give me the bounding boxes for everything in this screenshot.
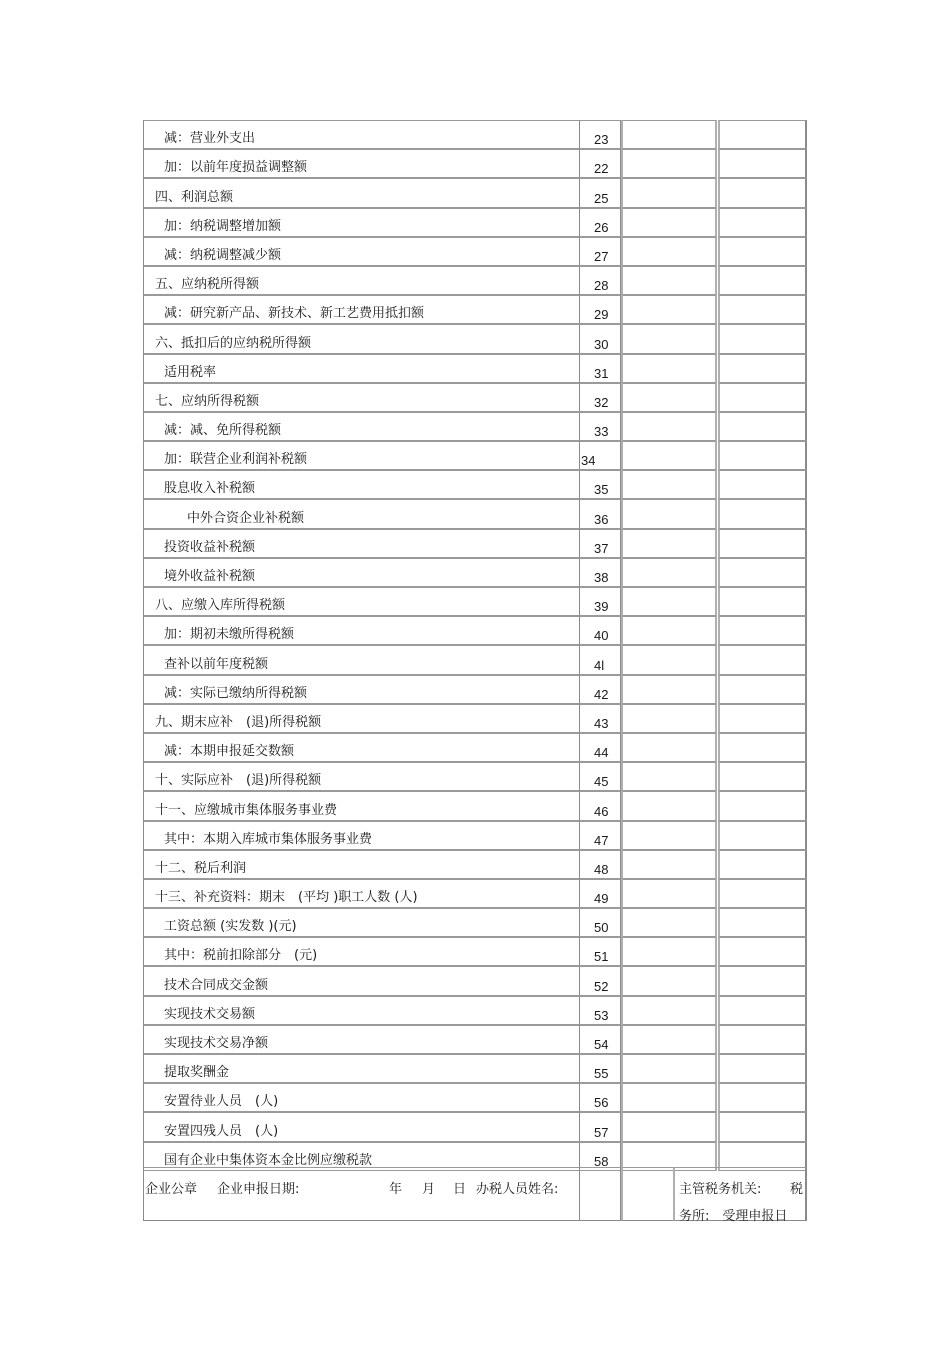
row-label-cell (143, 908, 580, 937)
row-label: 十三、补充资料：期末 (平均 )职工人数 (人) (155, 890, 418, 906)
row-label-cell (143, 616, 580, 645)
row-label-cell (143, 149, 580, 178)
year-label: 年 (389, 1182, 403, 1197)
footer-declaration-cell (143, 1167, 580, 1221)
amount-cell[interactable] (621, 412, 717, 441)
table-row (143, 850, 807, 879)
row-label-cell (143, 645, 580, 674)
table-row (143, 791, 807, 820)
row-label: 加：以前年度损益调整额 (164, 160, 308, 176)
row-number-cell (580, 733, 621, 762)
row-number: 32 (594, 394, 609, 410)
row-label-cell (143, 1112, 580, 1141)
row-label-cell (143, 1025, 580, 1054)
row-number-cell (580, 149, 621, 178)
table-row (143, 616, 807, 645)
amount-cell[interactable] (621, 354, 717, 383)
row-number: 29 (594, 307, 609, 323)
row-number: 38 (594, 570, 609, 585)
row-number-cell (580, 499, 621, 528)
row-label: 减：实际已缴纳所得税额 (164, 685, 308, 701)
row-label-cell (143, 266, 580, 295)
amount-cell[interactable] (621, 908, 717, 937)
table-row (143, 324, 807, 353)
table-row (143, 1054, 807, 1083)
row-number: 30 (594, 336, 609, 352)
table-row (143, 558, 807, 587)
row-label: 国有企业中集体资本金比例应缴税款 (164, 1152, 373, 1168)
row-number: 4l (594, 657, 605, 673)
row-label: 十、实际应补 (退)所得税额 (155, 773, 322, 789)
amount-cell[interactable] (621, 879, 717, 908)
table-row (143, 120, 807, 149)
row-number-cell (580, 529, 621, 558)
amount-cell[interactable] (718, 587, 807, 616)
row-label-cell (143, 879, 580, 908)
row-label: 减：本期申报延交数额 (164, 744, 295, 760)
amount-cell[interactable] (621, 937, 717, 966)
row-label-cell (143, 791, 580, 820)
tax-handler-label: 办税人员姓名: (476, 1182, 559, 1197)
row-number: 35 (594, 482, 609, 498)
row-number: 39 (594, 599, 609, 615)
tax-authority-cell (675, 1167, 807, 1224)
amount-cell[interactable] (718, 850, 807, 879)
row-number-cell (580, 645, 621, 674)
table-row (143, 208, 807, 237)
row-label: 查补以前年度税额 (164, 656, 269, 672)
amount-cell[interactable] (718, 1112, 807, 1141)
amount-cell[interactable] (718, 441, 807, 470)
row-label-cell (143, 1083, 580, 1112)
row-number: 53 (594, 1007, 609, 1023)
amount-cell[interactable] (718, 704, 807, 733)
row-number-cell (580, 821, 621, 850)
amount-cell[interactable] (718, 529, 807, 558)
row-number-cell (580, 879, 621, 908)
amount-cell[interactable] (718, 324, 807, 353)
amount-cell[interactable] (718, 645, 807, 674)
day-label: 日 (453, 1182, 467, 1197)
table-row (143, 383, 807, 412)
row-number: 23 (594, 132, 609, 148)
row-label: 四、利润总额 (155, 189, 234, 205)
amount-cell[interactable] (621, 821, 717, 850)
row-label-cell (143, 324, 580, 353)
amount-cell[interactable] (718, 295, 807, 324)
amount-cell[interactable] (718, 558, 807, 587)
table-row (143, 587, 807, 616)
row-label: 提取奖酬金 (164, 1065, 230, 1081)
amount-cell[interactable] (621, 499, 717, 528)
amount-cell[interactable] (718, 1054, 807, 1083)
amount-cell[interactable] (621, 1054, 717, 1083)
table-row (143, 1025, 807, 1054)
table-row (143, 237, 807, 266)
amount-cell[interactable] (718, 762, 807, 791)
row-label: 减：营业外支出 (164, 131, 256, 147)
amount-cell[interactable] (718, 616, 807, 645)
table-row (143, 266, 807, 295)
row-label-cell (143, 1054, 580, 1083)
row-label: 十二、税后利润 (155, 860, 247, 876)
amount-cell[interactable] (621, 208, 717, 237)
amount-cell[interactable] (718, 412, 807, 441)
table-row (143, 908, 807, 937)
row-label: 投资收益补税额 (164, 539, 256, 555)
row-label: 境外收益补税额 (164, 569, 256, 584)
table-row (143, 704, 807, 733)
amount-cell[interactable] (621, 178, 717, 207)
row-number: 52 (594, 978, 609, 994)
row-label-cell (143, 295, 580, 324)
amount-cell[interactable] (621, 850, 717, 879)
table-row (143, 1112, 807, 1141)
amount-cell[interactable] (718, 499, 807, 528)
row-number: 46 (594, 803, 609, 819)
amount-cell[interactable] (621, 996, 717, 1025)
row-number: 33 (594, 424, 609, 440)
table-row (143, 966, 807, 995)
row-number-cell (580, 1054, 621, 1083)
row-number: 47 (594, 832, 609, 848)
row-label: 实现技术交易额 (164, 1006, 256, 1022)
row-label: 安置待业人员 (人) (164, 1094, 279, 1110)
row-number-cell (580, 587, 621, 616)
table-row (143, 733, 807, 762)
row-number: 56 (594, 1095, 609, 1111)
amount-cell[interactable] (621, 120, 717, 149)
table-row (143, 996, 807, 1025)
row-label-cell (143, 850, 580, 879)
row-number: 34 (581, 453, 596, 469)
amount-cell[interactable] (718, 470, 807, 499)
row-number: 26 (594, 219, 609, 235)
row-number-cell (580, 675, 621, 704)
row-label: 安置四残人员 (人) (164, 1123, 279, 1139)
row-label: 技术合同成交金额 (164, 977, 269, 993)
amount-cell[interactable] (718, 120, 807, 149)
row-number: 51 (594, 949, 609, 965)
amount-cell[interactable] (718, 908, 807, 937)
row-number: 31 (594, 365, 609, 381)
table-row (143, 937, 807, 966)
row-number-cell (580, 1112, 621, 1141)
row-number-cell (580, 295, 621, 324)
row-label: 减：研究新产品、新技术、新工艺费用抵扣额 (164, 306, 425, 322)
row-label: 加：纳税调整增加额 (164, 218, 282, 234)
amount-cell[interactable] (621, 441, 717, 470)
row-label: 七、应纳所得税额 (155, 393, 260, 409)
footer-blank-cell (580, 1167, 621, 1221)
row-number-cell (580, 324, 621, 353)
signature-footer (143, 1167, 807, 1224)
row-label: 适用税率 (164, 364, 217, 380)
row-number-cell (580, 791, 621, 820)
table-row (143, 149, 807, 178)
row-number-cell (580, 120, 621, 149)
table-row (143, 441, 807, 470)
table-row (143, 178, 807, 207)
tax-office-receipt-label: 务所: 受理申报日 (679, 1209, 788, 1224)
row-label-cell (143, 412, 580, 441)
amount-cell[interactable] (621, 1112, 717, 1141)
amount-cell[interactable] (621, 529, 717, 558)
amount-cell[interactable] (718, 675, 807, 704)
footer-blank-cell (621, 1167, 675, 1221)
amount-cell[interactable] (621, 645, 717, 674)
amount-cell[interactable] (718, 937, 807, 966)
row-label: 加：期初未缴所得税额 (164, 627, 295, 643)
amount-cell[interactable] (718, 208, 807, 237)
row-label: 工资总额 (实发数 )(元) (164, 919, 297, 935)
row-number: 28 (594, 278, 609, 294)
amount-cell[interactable] (621, 966, 717, 995)
amount-cell[interactable] (621, 237, 717, 266)
row-number: 58 (594, 1153, 609, 1169)
row-label-cell (143, 120, 580, 149)
row-label-cell (143, 704, 580, 733)
row-number-cell (580, 1083, 621, 1112)
amount-cell[interactable] (718, 237, 807, 266)
row-number-cell (580, 908, 621, 937)
row-label-cell (143, 821, 580, 850)
row-label: 股息收入补税额 (164, 481, 256, 497)
row-number: 25 (594, 190, 609, 206)
month-label: 月 (422, 1182, 436, 1197)
amount-cell[interactable] (621, 616, 717, 645)
row-number-cell (580, 762, 621, 791)
table-row (143, 295, 807, 324)
row-label: 六、抵扣后的应纳税所得额 (155, 335, 312, 351)
row-number: 43 (594, 715, 609, 731)
row-number: 36 (594, 511, 609, 527)
amount-cell[interactable] (621, 266, 717, 295)
amount-cell[interactable] (621, 558, 717, 587)
row-label-cell (143, 558, 580, 587)
row-number-cell (580, 178, 621, 207)
amount-cell[interactable] (621, 324, 717, 353)
amount-cell[interactable] (718, 178, 807, 207)
row-label: 减：纳税调整减少额 (164, 247, 282, 263)
row-number-cell (580, 237, 621, 266)
row-label-cell (143, 354, 580, 383)
table-row (143, 499, 807, 528)
row-number: 50 (594, 920, 609, 936)
table-row (143, 354, 807, 383)
row-label: 减：减、免所得税额 (164, 423, 282, 439)
row-label-cell (143, 762, 580, 791)
tax-authority-tail: 税 (789, 1182, 803, 1197)
amount-cell[interactable] (718, 1025, 807, 1054)
amount-cell[interactable] (718, 966, 807, 995)
row-number: 22 (594, 161, 609, 177)
row-number-cell (580, 704, 621, 733)
table-row (143, 1083, 807, 1112)
row-number-cell (580, 470, 621, 499)
row-number: 54 (594, 1037, 609, 1052)
amount-cell[interactable] (621, 149, 717, 178)
row-number-cell (580, 266, 621, 295)
row-number-cell (580, 616, 621, 645)
row-label-cell (143, 996, 580, 1025)
row-label-cell (143, 470, 580, 499)
row-label-cell (143, 499, 580, 528)
amount-cell[interactable] (718, 266, 807, 295)
table-row (143, 529, 807, 558)
amount-cell[interactable] (621, 675, 717, 704)
row-label: 其中：税前扣除部分 (元) (164, 948, 318, 964)
row-number: 48 (594, 861, 609, 877)
amount-cell[interactable] (718, 383, 807, 412)
amount-cell[interactable] (621, 1025, 717, 1054)
row-number: 37 (594, 540, 609, 556)
row-label: 实现技术交易净额 (164, 1036, 269, 1051)
row-number: 45 (594, 774, 609, 790)
row-number-cell (580, 441, 621, 470)
row-label-cell (143, 208, 580, 237)
amount-cell[interactable] (718, 996, 807, 1025)
amount-cell[interactable] (621, 704, 717, 733)
table-row (143, 470, 807, 499)
table-row (143, 879, 807, 908)
row-number: 55 (594, 1066, 609, 1082)
row-number: 57 (594, 1124, 609, 1140)
row-label: 中外合资企业补税额 (187, 510, 305, 526)
table-row (143, 675, 807, 704)
row-number-cell (580, 208, 621, 237)
row-label-cell (143, 441, 580, 470)
amount-cell[interactable] (718, 879, 807, 908)
row-number-cell (580, 412, 621, 441)
row-label-cell (143, 237, 580, 266)
row-label-cell (143, 383, 580, 412)
row-label-cell (143, 178, 580, 207)
amount-cell[interactable] (621, 733, 717, 762)
amount-cell[interactable] (718, 149, 807, 178)
row-number: 49 (594, 891, 609, 907)
row-number: 42 (594, 686, 609, 702)
amount-cell[interactable] (718, 733, 807, 762)
amount-cell[interactable] (621, 791, 717, 820)
row-label-cell (143, 937, 580, 966)
table-row (143, 762, 807, 791)
amount-cell[interactable] (621, 587, 717, 616)
row-number-cell (580, 937, 621, 966)
table-row (143, 645, 807, 674)
row-number: 44 (594, 745, 609, 761)
row-number: 40 (594, 628, 609, 644)
row-label: 九、期末应补 (退)所得税额 (155, 714, 322, 730)
amount-cell[interactable] (621, 1083, 717, 1112)
tax-form-table (143, 120, 807, 1171)
row-label-cell (143, 529, 580, 558)
table-row (143, 821, 807, 850)
tax-authority-label: 主管税务机关: (679, 1182, 762, 1197)
amount-cell[interactable] (621, 295, 717, 324)
amount-cell[interactable] (718, 354, 807, 383)
row-label-cell (143, 587, 580, 616)
row-label: 八、应缴入库所得税额 (155, 598, 286, 614)
amount-cell[interactable] (621, 762, 717, 791)
amount-cell[interactable] (718, 791, 807, 820)
row-number-cell (580, 1025, 621, 1054)
row-label: 五、应纳税所得额 (155, 277, 260, 293)
declare-date-label: 企业申报日期: (217, 1182, 300, 1197)
amount-cell[interactable] (718, 1083, 807, 1112)
amount-cell[interactable] (621, 383, 717, 412)
row-label: 十一、应缴城市集体服务事业费 (155, 802, 338, 818)
row-label-cell (143, 675, 580, 704)
row-number-cell (580, 850, 621, 879)
amount-cell[interactable] (718, 821, 807, 850)
row-label-cell (143, 966, 580, 995)
row-number: 27 (594, 248, 609, 264)
row-label: 加：联营企业利润补税额 (164, 452, 308, 468)
row-label-cell (143, 733, 580, 762)
row-number-cell (580, 383, 621, 412)
company-seal-label: 企业公章 (145, 1182, 198, 1197)
row-number-cell (580, 354, 621, 383)
table-row (143, 412, 807, 441)
row-number-cell (580, 966, 621, 995)
row-number-cell (580, 558, 621, 587)
row-number-cell (580, 996, 621, 1025)
amount-cell[interactable] (621, 470, 717, 499)
row-label: 其中：本期入库城市集体服务事业费 (164, 831, 373, 847)
